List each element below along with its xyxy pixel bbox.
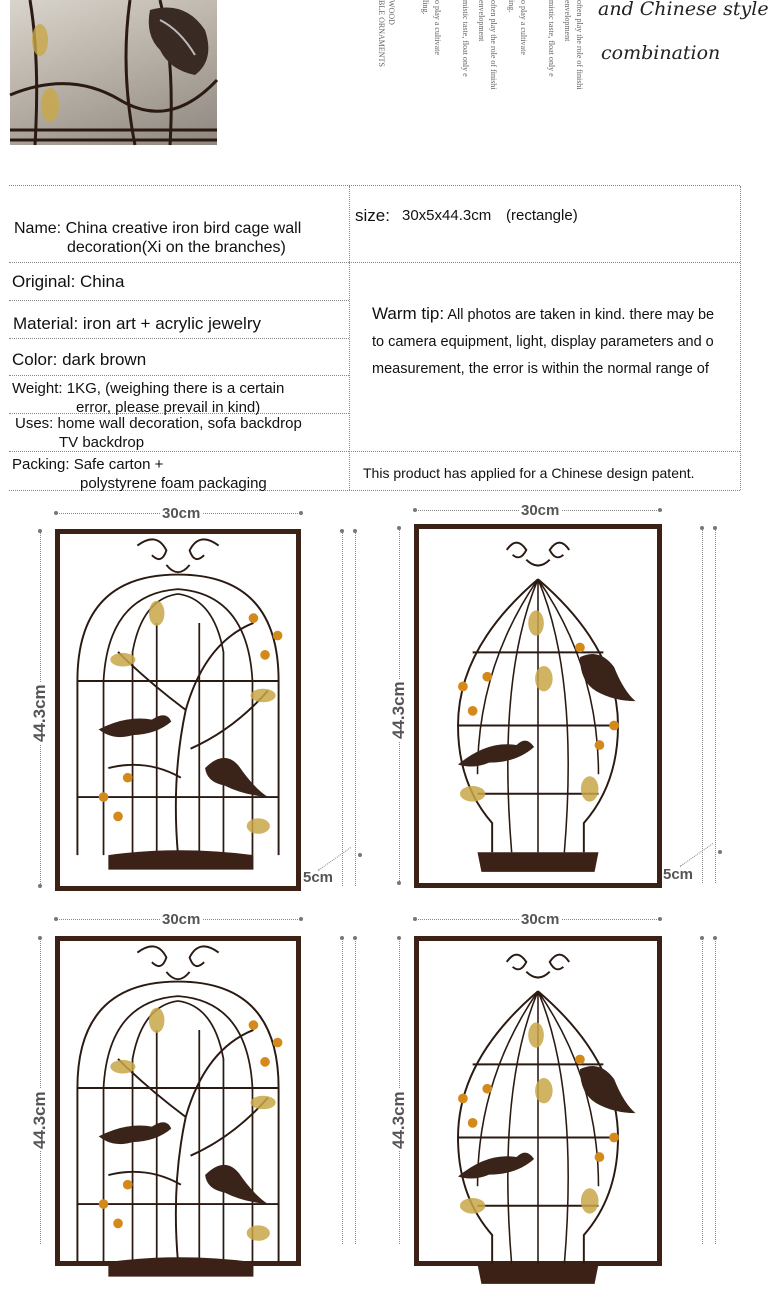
spec-uses-cont: TV backdrop [59,434,145,451]
warm-tip-line: measurement, the error is within the normal range of [372,361,709,377]
height-label: 44.3cm [30,1091,49,1149]
warm-tip-heading: Warm tip: [372,304,445,323]
cage-frame [414,936,662,1266]
warm-tip-line: to camera equipment, light, display parameters and o [372,334,714,350]
spec-packing-cont: polystyrene foam packaging [80,475,267,492]
bird-cage-artwork [419,941,657,1295]
spec-name-cont: decoration(Xi on the branches) [67,239,286,256]
vertical-text: mistic taste, float only e [461,0,470,77]
vertical-text: envelopment [563,0,572,42]
width-label: 30cm [521,502,560,519]
spec-original: Original: China [12,272,125,291]
vertical-text: WOOD [387,0,396,25]
width-label: 30cm [162,505,201,522]
height-label: 44.3cm [389,681,408,739]
spec-uses: Uses: home wall decoration, sofa backdrop [15,415,302,432]
spec-weight: Weight: 1KG, (weighing there is a certain [12,380,285,397]
height-label: 44.3cm [30,684,49,742]
warm-tip [372,300,750,383]
depth-label: 5cm [303,869,334,886]
vertical-text: often play the role of finishi [489,0,498,90]
patent-note: This product has applied for a Chinese design patent. [363,465,695,481]
product-photo [10,0,217,145]
spec-packing: Packing: Safe carton + [12,456,164,473]
spec-weight-cont: error, please prevail in kind) [76,399,261,416]
cage-frame [55,936,301,1266]
spec-color: Color: dark brown [12,350,147,369]
cage-frame [55,529,301,891]
spec-material: Material: iron art + acrylic jewelry [13,314,261,333]
bird-cage-artwork [60,534,296,886]
combination-caption: combination [601,42,721,64]
style-caption: and Chinese style [598,0,769,20]
vertical-text: o play a cultivate [519,0,528,55]
vertical-text: ing. [507,0,516,13]
vertical-text: envelopment [477,0,486,42]
depth-label: 5cm [663,866,694,883]
spec-name: Name: China creative iron bird cage wall [14,220,302,237]
bird-cage-artwork [419,529,657,883]
warm-tip-line: All photos are taken in kind. there may be [447,307,715,323]
vertical-text: ling. [421,0,430,15]
spec-size-shape: (rectangle) [506,207,578,224]
cage-frame [414,524,662,888]
width-label: 30cm [162,911,201,928]
vertical-text: often play the role of finishi [575,0,584,90]
height-label: 44.3cm [389,1091,408,1149]
vertical-text: mistic taste, float only e [547,0,556,77]
bird-cage-artwork [60,941,296,1293]
width-label: 30cm [521,911,560,928]
spec-size-value: 30x5x44.3cm [402,207,492,224]
spec-size-label: size: [355,206,390,225]
vertical-text: BLE ORNAMENTS [377,0,386,67]
vertical-text: o play a cultivate [433,0,442,55]
